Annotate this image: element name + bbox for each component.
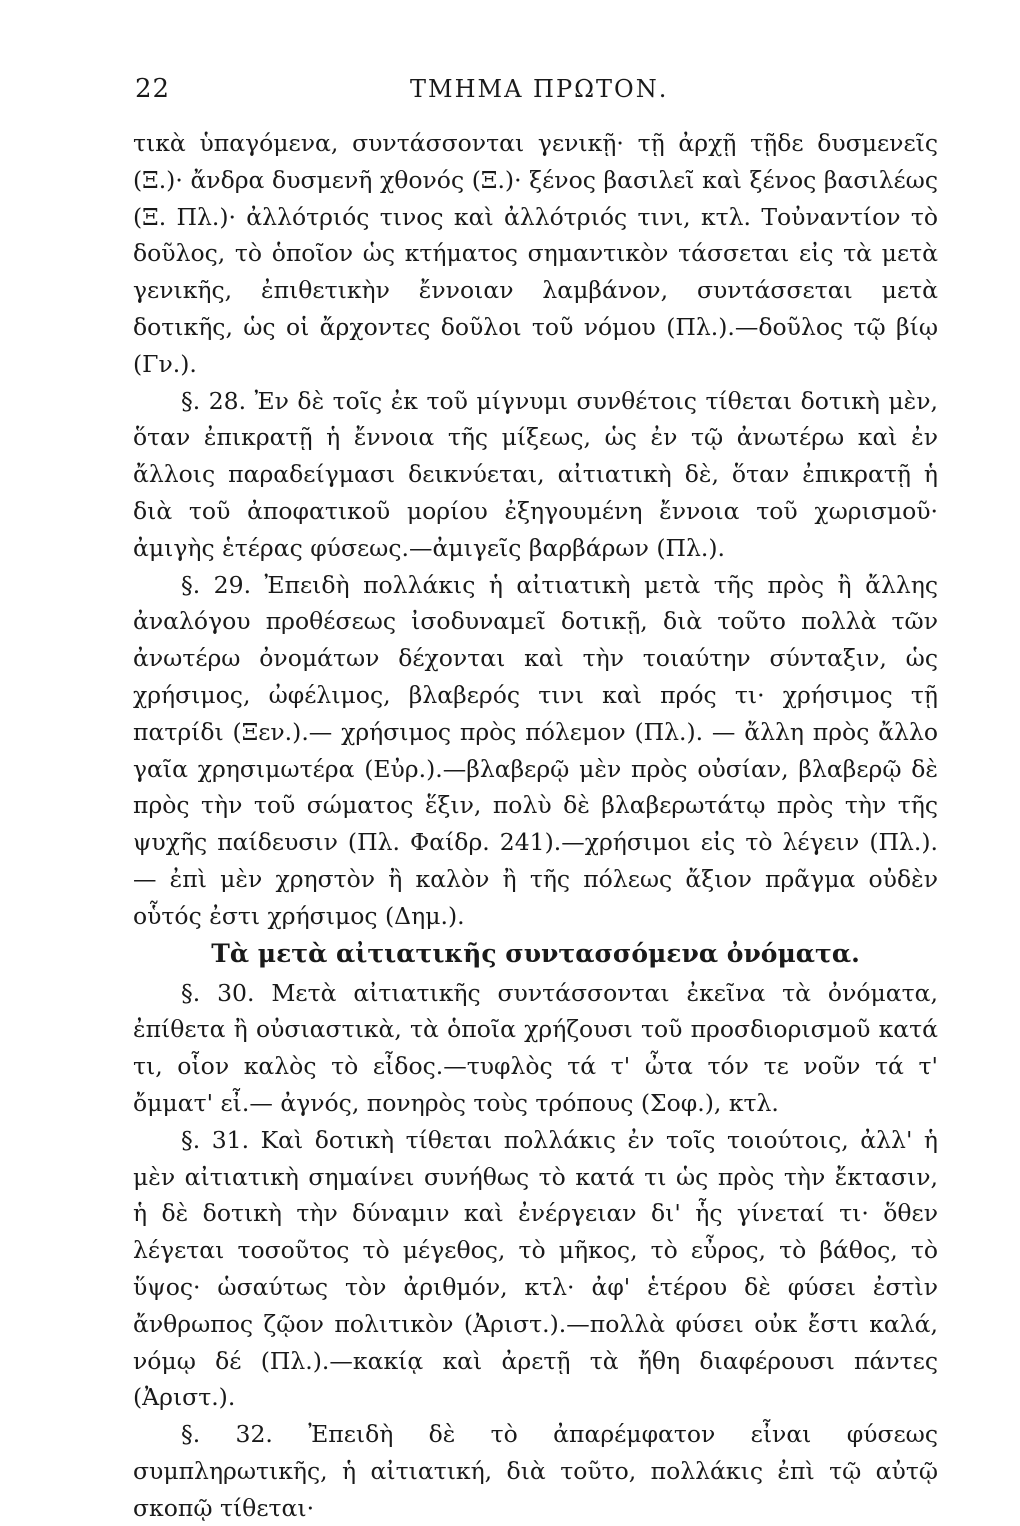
body-text xyxy=(133,125,938,1526)
section-31: §. 31. Καὶ δοτικὴ τίθεται πολλάκις ἐν τοῖς τοιούτοις, ἀλλ' ἡ μὲν αἰτιατικὴ σημαίνει συνήθως τὸ κατά τι ὡς πρὸς τὴν ἔκτασιν, ἡ δὲ δοτικὴ τὴν δύναμιν καὶ ἐνέργειαν δι' ἧς γίνεταί τι· ὅθεν λέγεται τοσοῦτος τὸ μέγεθος, τὸ μῆκος, τὸ εὖρος, τὸ βάθος, τὸ ὕψος· ὡσαύτως τὸν ἀριθμόν, κτλ· ἀφ' ἑτέρου δὲ φύσει ἐστὶν ἄνθρωπος ζῷον πολιτικὸν (Ἀριστ.).—πολλὰ φύσει οὐκ ἔστι καλά, νόμῳ δέ (Πλ.).—κακίᾳ καὶ ἀρετῇ τὰ ἤθη διαφέρουσι πάντες (Ἀριστ.). xyxy=(133,1125,938,1412)
section-29: §. 29. Ἐπειδὴ πολλάκις ἡ αἰτιατικὴ μετὰ τῆς πρὸς ἢ ἄλλης ἀναλόγου προθέσεως ἰσοδυναμεῖ δοτικῇ, διὰ τοῦτο πολλὰ τῶν ἀνωτέρω ὀνομάτων δέχονται καὶ τὴν τοιαύτην σύνταξιν, ὡς χρήσιμος, ὠφέλιμος, βλαβερός τινι καὶ πρός τι· χρήσιμος τῇ πατρίδι (Ξεν.).— χρήσιμος πρὸς πόλεμον (Πλ.). — ἄλλη πρὸς ἄλλο γαῖα χρησιμωτέρα (Εὐρ.).—βλαβερῷ μὲν πρὸς οὐσίαν, βλαβερῷ δὲ πρὸς τὴν τοῦ σώματος ἕξιν, πολὺ δὲ βλαβερωτάτῳ πρὸς τὴν τῆς ψυχῆς παίδευσιν (Πλ. Φαίδρ. 241).—χρήσιμοι εἰς τὸ λέγειν (Πλ.). — ἐπὶ μὲν χρηστὸν ἢ καλὸν ἢ τῆς πόλεως ἄξιον πρᾶγμα οὐδὲν οὗτός ἐστι χρήσιμος (Δημ.). xyxy=(133,570,938,930)
section-32: §. 32. Ἐπειδὴ δὲ τὸ ἀπαρέμφατον εἶναι φύσεως συμπληρωτικῆς, ἡ αἰτιατική, διὰ τοῦτο, πολλάκις ἐπὶ τῷ αὐτῷ σκοπῷ τίθεται· xyxy=(133,1420,938,1522)
page-number: 22 xyxy=(135,74,171,104)
section-28: §. 28. Ἐν δὲ τοῖς ἐκ τοῦ μίγνυμι συνθέτοις τίθεται δοτικὴ μὲν, ὅταν ἐπικρατῇ ἡ ἔννοια τῆς μίξεως, ὡς ἐν τῷ ἀνωτέρω καὶ ἐν ἄλλοις παραδείγμασι δεικνύεται, αἰτιατικὴ δὲ, ὅταν ἐπικρατῇ ἡ διὰ τοῦ ἀποφατικοῦ μορίου ἐξηγουμένη ἔννοια τοῦ χωρισμοῦ· ἀμιγὴς ἑτέρας φύσεως.—ἀμιγεῖς βαρβάρων (Πλ.). xyxy=(133,386,938,562)
section-heading: Τὰ μετὰ αἰτιατικῆς συντασσόμενα ὀνόματα. xyxy=(211,938,860,968)
page-header xyxy=(135,74,935,114)
running-head: ΤΜΗΜΑ ΠΡΩΤΟΝ. xyxy=(410,75,669,103)
paragraph-continuation: τικὰ ὑπαγόμενα, συντάσσονται γενικῇ· τῇ ἀρχῇ τῇδε δυσμενεῖς (Ξ.)· ἄνδρα δυσμενῆ χθονός (Ξ.)· ξένος βασιλεῖ καὶ ξένος βασιλέως (Ξ. Πλ.)· ἀλλότριός τινος καὶ ἀλλότριός τινι, κτλ. Τοὐναντίον τὸ δοῦλος, τὸ ὁποῖον ὡς κτήματος σημαντικὸν τάσσεται εἰς τὰ μετὰ γενικῆς, ἐπιθετικὴν ἔννοιαν λαμβάνον, συντάσσεται μετὰ δοτικῆς, ὡς οἱ ἄρχοντες δοῦλοι τοῦ νόμου (Πλ.).—δοῦλος τῷ βίῳ (Γν.). xyxy=(133,129,938,378)
section-30: §. 30. Μετὰ αἰτιατικῆς συντάσσονται ἐκεῖνα τὰ ὀνόματα, ἐπίθετα ἢ οὐσιαστικὰ, τὰ ὁποῖα χρήζουσι τοῦ προσδιορισμοῦ κατά τι, οἷον καλὸς τὸ εἶδος.—τυφλὸς τά τ' ὦτα τόν τε νοῦν τά τ' ὄμματ' εἶ.— ἀγνός, πονηρὸς τοὺς τρόπους (Σοφ.), κτλ. xyxy=(133,978,938,1117)
